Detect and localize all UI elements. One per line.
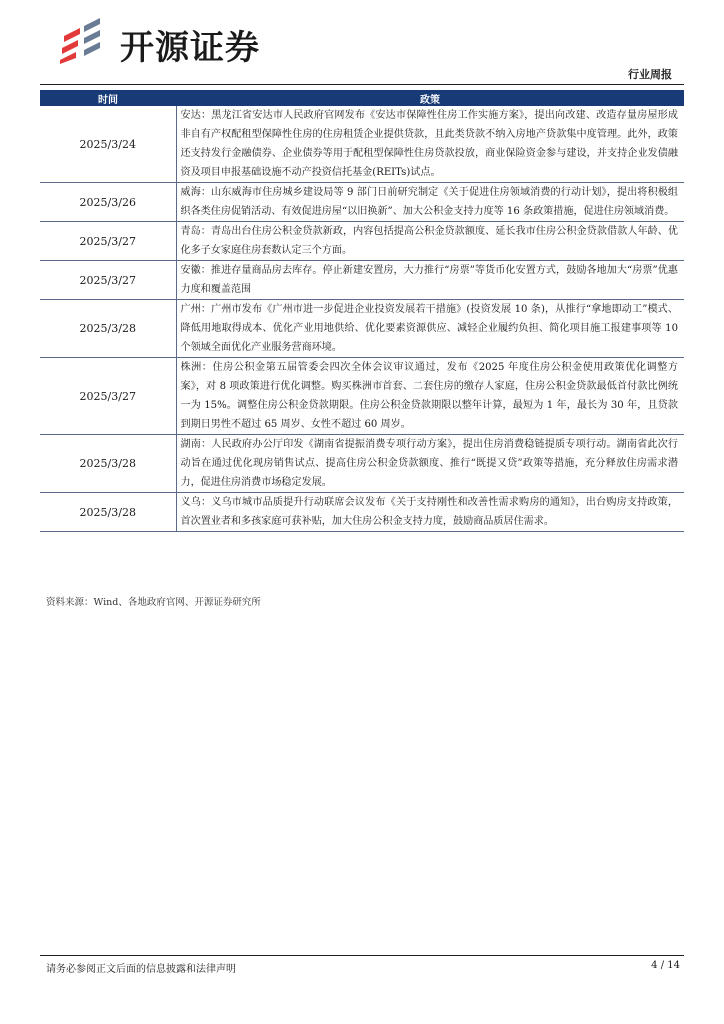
header-divider — [40, 84, 684, 85]
page-header — [0, 0, 724, 90]
row-policy: 义乌：义乌市城市品质提升行动联席会议发布《关于支持刚性和改善性需求购房的通知》，出台购房支持政策，首次置业者和多孩家庭可获补贴，加大住房公积金支持力度，鼓励商品质居住需求。 — [176, 493, 684, 532]
row-policy: 株洲：住房公积金第五届管委会四次全体会议审议通过，发布《2025 年度住房公积金使用政策优化调整方案》，对 8 项政策进行优化调整。购买株洲市首套、二套住房的缴存人家庭，住房公积金贷款最低首付款比例统一为 15%。调整住房公积金贷款期限。住房公积金贷款期限以整年计算，最短为 1 年，最长为 30 年，且贷款到期日男性不超过 65 周岁、女性不超过 60 周岁。 — [176, 358, 684, 435]
table-row — [40, 493, 684, 532]
row-policy: 广州：广州市发布《广州市进一步促进企业投资发展若干措施》(投资发展 10 条)，从推行“拿地即动工”模式、降低用地取得成本、优化产业用地供给、优化要素资源供应、减轻企业履约负担、简化项目施工报建事项等 10 个领域全面优化产业服务营商环境。 — [176, 300, 684, 358]
row-date: 2025/3/27 — [40, 222, 176, 261]
column-header-time: 时间 — [40, 90, 176, 106]
row-date: 2025/3/27 — [40, 261, 176, 300]
source-note: 资料来源：Wind、各地政府官网、开源证券研究所 — [46, 597, 261, 608]
row-policy: 威海：山东威海市住房城乡建设局等 9 部门日前研究制定《关于促进住房领域消费的行动计划》，提出将积极组织各类住房促销活动、有效促进房屋“以旧换新”、加大公积金支持力度等 16 条政策措施，促进住房领域消费。 — [176, 183, 684, 222]
row-policy: 青岛：青岛出台住房公积金贷款新政，内容包括提高公积金贷款额度、延长我市住房公积金贷款借款人年龄、优化多子女家庭住房套数认定三个方面。 — [176, 222, 684, 261]
table-row — [40, 261, 684, 300]
kaiyuan-logo-icon — [56, 18, 116, 64]
table-header-row — [40, 90, 684, 106]
row-date: 2025/3/28 — [40, 435, 176, 493]
report-type: 行业周报 — [628, 68, 672, 81]
row-date: 2025/3/28 — [40, 493, 176, 532]
table-row — [40, 183, 684, 222]
table-row — [40, 222, 684, 261]
row-policy: 安徽：推进存量商品房去库存。停止新建安置房，大力推行“房票”等货币化安置方式，鼓励各地加大“房票”优惠力度和覆盖范围 — [176, 261, 684, 300]
row-date: 2025/3/26 — [40, 183, 176, 222]
row-date: 2025/3/28 — [40, 300, 176, 358]
policy-table — [40, 90, 684, 532]
footer-divider — [40, 955, 684, 956]
column-header-policy: 政策 — [176, 90, 684, 106]
row-policy: 湖南：人民政府办公厅印发《湖南省提振消费专项行动方案》，提出住房消费稳链提质专项行动。湖南省此次行动旨在通过优化现房销售试点、提高住房公积金贷款额度、推行“既提又贷”政策等措施，充分释放住房需求潜力，促进住房消费市场稳定发展。 — [176, 435, 684, 493]
brand-name: 开源证券 — [120, 28, 260, 68]
table-row — [40, 106, 684, 183]
row-policy: 安达：黑龙江省安达市人民政府官网发布《安达市保障性住房工作实施方案》，提出向改建、改造存量房屋形成非自有产权配租型保障性住房的住房租赁企业提供贷款，且此类贷款不纳入房地产贷款集中度管理。此外，政策还支持发行金融债券、企业债券等用于配租型保障性住房贷款投放，商业保险资金参与建设，并支持企业发债融资及项目申报基础设施不动产投资信托基金(REITs)试点。 — [176, 106, 684, 183]
page-number: 4 / 14 — [651, 960, 680, 971]
row-date: 2025/3/27 — [40, 358, 176, 435]
table-row — [40, 358, 684, 435]
table-row — [40, 300, 684, 358]
table-row — [40, 435, 684, 493]
policy-table-container — [40, 90, 684, 532]
row-date: 2025/3/24 — [40, 106, 176, 183]
footer-disclaimer: 请务必参阅正文后面的信息披露和法律声明 — [46, 964, 236, 975]
